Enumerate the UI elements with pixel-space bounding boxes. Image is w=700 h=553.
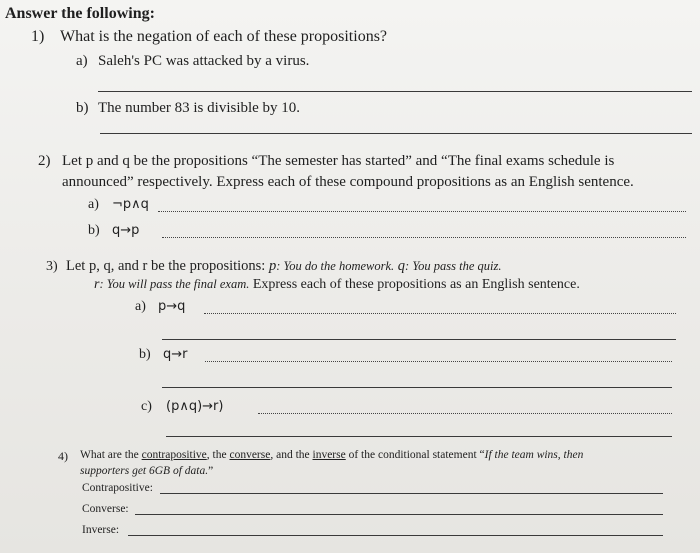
q2-number: 2) xyxy=(38,153,51,169)
q3-number: 3) xyxy=(46,259,58,274)
q3b-expression: q→r xyxy=(163,347,188,362)
q2a-label: a) xyxy=(88,197,99,212)
q4-sep1: , the xyxy=(206,449,227,461)
q4-word-inverse: inverse xyxy=(312,449,346,461)
q3b-answer-line-1[interactable] xyxy=(205,361,672,362)
q3a-label: a) xyxy=(135,299,146,314)
q4-question-line1 xyxy=(80,449,583,461)
q1b-label: b) xyxy=(76,100,89,116)
q4-sep2: , and the xyxy=(270,449,310,461)
q3-p-text: : You do the homework. xyxy=(276,259,395,273)
q4-statement-line2: supporters get 6GB of data. xyxy=(80,465,209,477)
q2a-expression: ¬p∧q xyxy=(112,197,149,212)
q2b-expression: q→p xyxy=(112,223,140,238)
q3c-answer-line-2[interactable] xyxy=(166,436,672,437)
q3b-label: b) xyxy=(139,347,151,362)
q3-statement-line1 xyxy=(66,258,501,275)
q1a-label: a) xyxy=(76,53,88,69)
q4-text-post: of the conditional statement “ xyxy=(348,449,485,461)
q1-text: What is the negation of each of these propositions? xyxy=(60,28,388,45)
q4-text-pre: What are the xyxy=(80,449,139,461)
q2-line1: Let p and q be the propositions “The semester has started” and “The final exams schedule is xyxy=(62,153,615,169)
q3c-label: c) xyxy=(141,399,152,414)
q2b-label: b) xyxy=(88,223,100,238)
q3-instruction: Express each of these propositions as an English sentence. xyxy=(252,277,580,292)
q3a-expression: p→q xyxy=(158,299,186,314)
q3-q-text: : You pass the quiz. xyxy=(405,259,502,273)
q1b-text: The number 83 is divisible by 10. xyxy=(98,100,301,116)
q1a-answer-line[interactable] xyxy=(98,91,692,92)
q4-converse-answer-line[interactable] xyxy=(135,514,663,515)
q3c-answer-line-1[interactable] xyxy=(258,413,672,414)
q3-p-var: p xyxy=(268,258,277,274)
q3a-answer-line-2[interactable] xyxy=(162,339,676,340)
q4-close-quote: ” xyxy=(208,465,214,477)
q3c-expression: (p∧q)→r) xyxy=(166,399,224,414)
q4-word-converse: converse xyxy=(229,449,271,461)
q3-q-var: q xyxy=(397,258,406,274)
q3a-answer-line-1[interactable] xyxy=(204,313,676,314)
q3-r-text: : You will pass the final exam. xyxy=(99,277,250,291)
q4-number: 4) xyxy=(58,449,68,463)
q2a-answer-line[interactable] xyxy=(158,211,686,212)
q4-contrapositive-label: Contrapositive: xyxy=(82,482,153,494)
q3b-answer-line-2[interactable] xyxy=(162,387,672,388)
q1-number: 1) xyxy=(31,28,45,45)
q3-r-var: r xyxy=(94,277,100,292)
q1b-answer-line[interactable] xyxy=(100,133,692,134)
q4-inverse-answer-line[interactable] xyxy=(128,535,663,536)
q3-intro: Let p, q, and r be the propositions: xyxy=(66,258,266,274)
q4-question-line2 xyxy=(80,465,213,477)
q3-statement-line2 xyxy=(94,277,580,293)
worksheet-title: Answer the following: xyxy=(5,5,155,22)
q4-statement-line1: If the team wins, then xyxy=(484,449,584,461)
q4-contrapositive-answer-line[interactable] xyxy=(160,493,663,494)
q2b-answer-line[interactable] xyxy=(162,237,686,238)
q1a-text: Saleh's PC was attacked by a virus. xyxy=(98,53,310,69)
q4-word-contrapositive: contrapositive xyxy=(141,449,207,461)
q4-converse-label: Converse: xyxy=(82,503,129,515)
q4-inverse-label: Inverse: xyxy=(82,524,120,536)
q2-line2: announced” respectively. Express each of these compound propositions as an English sentence. xyxy=(62,174,634,190)
